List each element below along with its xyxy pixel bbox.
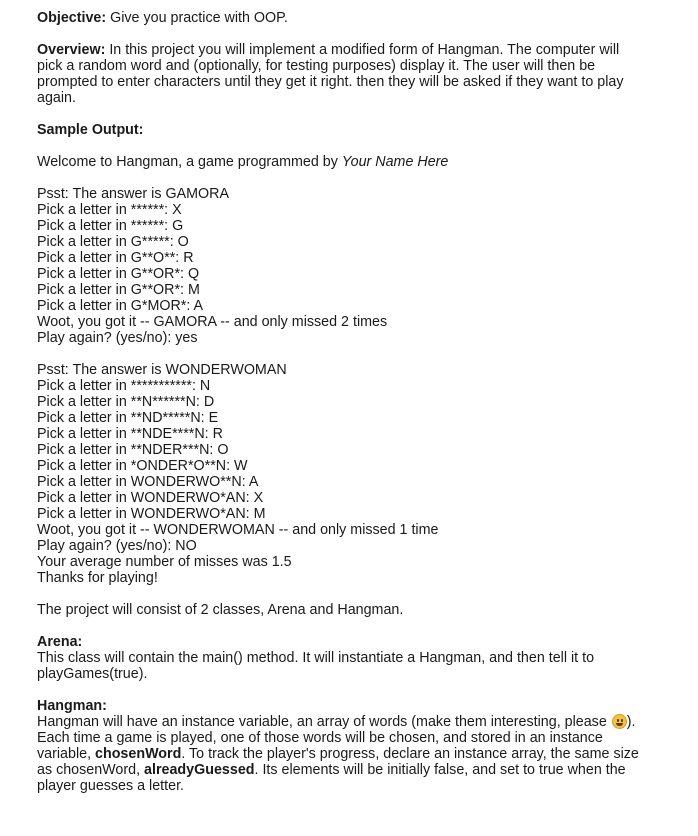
- overview-line-3: prompted to enter characters until they get it right. then they will be asked if they want to play: [37, 74, 624, 90]
- arena-heading: Arena:: [37, 634, 83, 650]
- overview-line-2: pick a random word and (optionally, for testing purposes) display it. The user will then be: [37, 58, 596, 74]
- game1-line: Pick a letter in G**OR*: M: [37, 282, 200, 298]
- game1-line: Pick a letter in G*MOR*: A: [37, 298, 204, 314]
- hangman-line-5: player guesses a letter.: [37, 778, 185, 794]
- game2-line: Woot, you got it -- WONDERWOMAN -- and only missed 1 time: [37, 522, 439, 538]
- game1-line: Pick a letter in G**O**: R: [37, 250, 194, 266]
- objective-paragraph: [37, 10, 678, 26]
- game2-line: Psst: The answer is WONDERWOMAN: [37, 362, 287, 378]
- objective-label: Objective:: [37, 10, 107, 26]
- hangman-line-2: Each time a game is played, one of those words will be chosen, and stored in an instance: [37, 730, 603, 746]
- game2-line: Pick a letter in WONDERWO**N: A: [37, 474, 259, 490]
- game2-line: Pick a letter in **NDE****N: R: [37, 426, 223, 442]
- game2-line: Thanks for playing!: [37, 570, 158, 586]
- welcome-name: Your Name Here: [341, 154, 449, 170]
- sample-output-heading: Sample Output:: [37, 122, 144, 138]
- hangman-heading: Hangman:: [37, 698, 107, 714]
- hangman-line-1: Hangman will have an instance variable, an array of words (make them interesting, please ).: [37, 714, 636, 730]
- arena-line-2: playGames(true).: [37, 666, 148, 682]
- game2-line: Pick a letter in *ONDER*O**N: W: [37, 458, 248, 474]
- game2-line: Pick a letter in WONDERWO*AN: M: [37, 506, 266, 522]
- game1-line: Pick a letter in G**OR*: Q: [37, 266, 200, 282]
- game1-line: Pick a letter in ******: G: [37, 218, 184, 234]
- game2-line: Pick a letter in **N******N: D: [37, 394, 215, 410]
- game1-line: Psst: The answer is GAMORA: [37, 186, 230, 202]
- already-guessed-term: alreadyGuessed: [144, 762, 255, 778]
- game2-line: Pick a letter in WONDERWO*AN: X: [37, 490, 264, 506]
- classes-intro: The project will consist of 2 classes, Arena and Hangman.: [37, 602, 404, 618]
- arena-line-1: This class will contain the main() method. It will instantiate a Hangman, and then tell it to: [37, 650, 595, 666]
- overview-line-1: Overview: In this project you will implement a modified form of Hangman. The computer will: [37, 42, 620, 58]
- game2-line: Pick a letter in ***********: N: [37, 378, 211, 394]
- game2-line: Play again? (yes/no): NO: [37, 538, 197, 554]
- game1-line: Pick a letter in ******: X: [37, 202, 182, 218]
- game1-line: Play again? (yes/no): yes: [37, 330, 198, 346]
- chosen-word-term: chosenWord: [95, 746, 182, 762]
- game1-transcript: [37, 186, 678, 346]
- game2-transcript: [37, 362, 678, 586]
- game1-line: Pick a letter in G*****: O: [37, 234, 189, 250]
- overview-label: Overview:: [37, 42, 106, 58]
- hangman-line-3: variable, chosenWord. To track the player's progress, declare an instance array, the same size: [37, 746, 639, 762]
- game1-line: Woot, you got it -- GAMORA -- and only missed 2 times: [37, 314, 388, 330]
- smiley-face-icon: [612, 714, 627, 729]
- game2-line: Pick a letter in **NDER***N: O: [37, 442, 229, 458]
- objective-text: Give you practice with OOP.: [106, 10, 288, 26]
- welcome-line: Welcome to Hangman, a game programmed by Your Name Here: [37, 154, 449, 170]
- game2-line: Your average number of misses was 1.5: [37, 554, 292, 570]
- game2-line: Pick a letter in **ND*****N: E: [37, 410, 219, 426]
- hangman-line-4: as chosenWord, alreadyGuessed. Its elements will be initially false, and set to true when the: [37, 762, 626, 778]
- overview-line-4: again.: [37, 90, 76, 106]
